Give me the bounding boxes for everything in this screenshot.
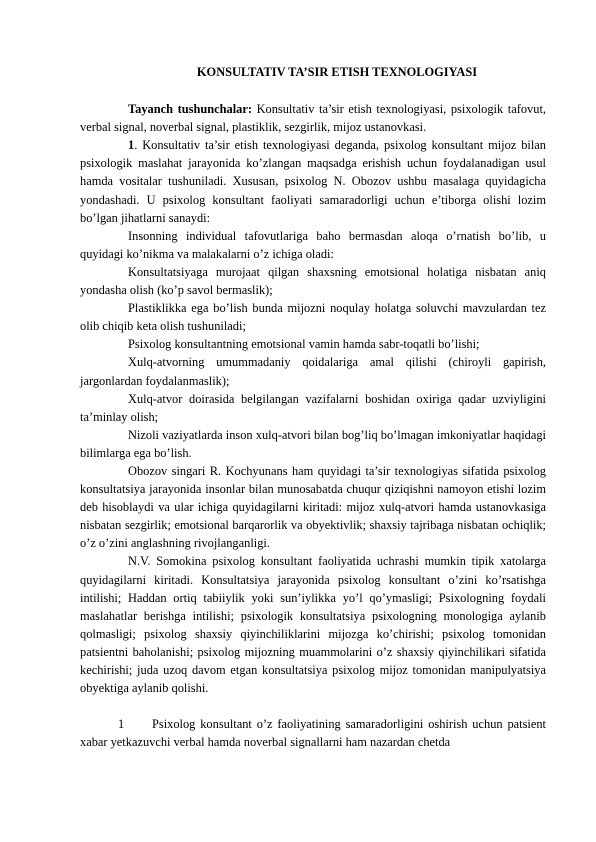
paragraph-4: Plastiklikka ega bo’lish bunda mijozni noqulay holatga soluvchi mavzulardan tez olib chiqib keta olish tushuniladi; bbox=[80, 301, 546, 334]
paragraph-6: Xulq-atvorning umummadaniy qoidalariga amal qilishi (chiroyli gapirish, jargonlardan foydalanmaslik); bbox=[80, 355, 546, 388]
paragraph-10: N.V. Somokina psixolog konsultant faoliyatida uchrashi mumkin tipik xatolarga quyidagilarni kiritadi. Konsultatsiya jarayonida psixolog konsultant o’zini ko’rsatishga intilishi; Haddan ortiq tabiiylik yoki sun’iylikka yo’l qo’ymasligi; Psixologning foydali maslahatlar berishga intilishi; psixologik konsultatsiya psixologning monologiga aylanib qolmasligi; psixolog shaxsiy qiyinchiliklarini mijozga ko’chirishi; psixolog tomonidan patsientni baholanishi; psixolog mijozning muammolarini o’z shaxsiy qiyinchilikari sifatida kechirishi; juda uzoq davom etgan konsultatsiya psixolog mijoz tomonidan manipulyatsiya obyektiga aylanib qolishi. bbox=[80, 554, 546, 696]
paragraph-3: Konsultatsiyaga murojaat qilgan shaxsning emotsional holatiga nisbatan aniq yondasha olish (ko’p savol bermaslik); bbox=[80, 264, 546, 298]
paragraph-1-number: 1 bbox=[128, 138, 135, 153]
paragraph-7: Xulq-atvor doirasida belgilangan vazifalarni boshidan oxiriga qadar uzviyligini ta’minlay olish; bbox=[80, 391, 546, 424]
keywords-label: Tayanch tushunchalar: bbox=[128, 102, 252, 117]
document-page bbox=[80, 63, 546, 751]
numbered-paragraph-1 bbox=[80, 715, 546, 751]
paragraph-1-text: . Konsultativ ta’sir etish texnologiyasi deganda, psixolog konsultant mijoz bilan psixologik maslahat jarayonida ko’zlangan maqsadga erishish uchun foydalanadigan usul hamda vositalar tushuniladi. Xususan, psixolog N. Obozov ushbu masalaga quyidagicha yondashadi. U psixolog konsultant faoliyati samaradorligi uchun e’tiborga olishi lozim bo’lgan jihatlarni sanaydi: bbox=[80, 138, 546, 225]
keywords-text: Konsultativ ta’sir etish texnologiyasi, psixologik tafovut, verbal signal, noverbal signal, plastiklik, sezgirlik, mijoz ustanovkasi. bbox=[80, 102, 546, 135]
paragraph-8: Nizoli vaziyatlarda inson xulq-atvori bilan bog’liq bo’lmagan imkoniyatlar haqidagi bilimlarga ega bo’lish. bbox=[80, 427, 546, 460]
paragraph-5: Psixolog konsultantning emotsional vamin hamda sabr-toqatli bo’lishi; bbox=[128, 337, 480, 352]
numbered-paragraph-1-number: 1 bbox=[118, 717, 125, 732]
numbered-paragraph-1-text: Psixolog konsultant o’z faoliyatining samaradorligini oshirish uchun patsient xabar yetkazuvchi verbal hamda noverbal signallarni ham nazardan chetda bbox=[80, 717, 546, 750]
document-title: KONSULTATIV TA’SIR ETISH TEXNOLOGIYASI bbox=[196, 65, 478, 79]
paragraph-1 bbox=[80, 136, 546, 226]
keywords-paragraph bbox=[80, 100, 546, 136]
paragraph-2: Insonning individual tafovutlariga baho bermasdan aloqa o’rnatish bo’lib, u quyidagi ko’nikma va malakalarni o’z ichiga oladi: bbox=[80, 228, 546, 261]
paragraph-9: Obozov singari R. Kochyunans ham quyidagi ta’sir texnologiyas sifatida psixolog konsultatsiya jarayonida insonlar bilan munosabatda chuqur qiziqishni namoyon etishi lozim deb hisoblaydi va ular ichiga quyidagilarni kiritadi: mijoz xulq-atvori hamda ustanovkasiga nisbatan sezgirlik; emotsional barqarorlik va obyektivlik; shaxsiy tajribaga nisbatan ochiqlik; o’z o’zini anglashning rivojlanganligi. bbox=[80, 463, 546, 551]
